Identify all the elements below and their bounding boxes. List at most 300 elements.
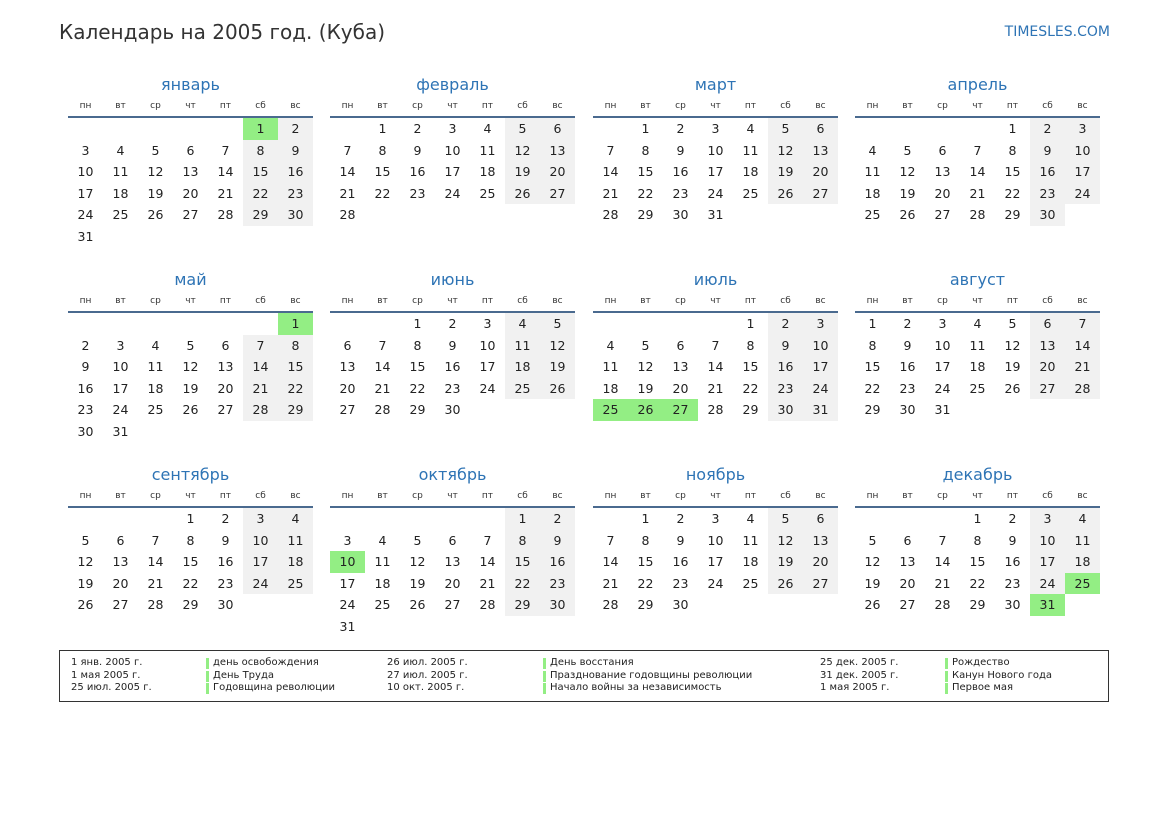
holiday-marker [206, 671, 209, 682]
weekday-label: вс [552, 491, 563, 501]
day-cell [470, 399, 505, 421]
legend-holiday-name: Канун Нового года [952, 669, 1053, 681]
day-cell: 11 [742, 532, 759, 548]
day-cell [278, 594, 313, 616]
month-name: январь [161, 75, 220, 94]
day-cell: 27 [663, 399, 698, 421]
day-cell: 8 [505, 530, 540, 552]
day-cell: 14 [934, 554, 951, 570]
week-row [330, 161, 575, 183]
day-cell: 7 [378, 337, 387, 353]
day-cell: 27 [899, 597, 916, 613]
day-cell: 6 [938, 142, 947, 158]
day-cell: 20 [444, 575, 461, 591]
day-cell: 16 [1030, 161, 1065, 183]
month-name: сентябрь [151, 465, 230, 484]
day-cell: 11 [374, 554, 391, 570]
day-cell: 19 [77, 575, 94, 591]
weekday-label: вт [902, 296, 913, 306]
day-cell: 2 [768, 313, 803, 335]
day-cell: 6 [186, 142, 195, 158]
month-block [68, 74, 313, 248]
day-cell [925, 508, 960, 530]
legend-holiday-name: день освобождения [213, 657, 319, 668]
day-cell: 6 [448, 532, 457, 548]
weekday-label: вс [1077, 101, 1088, 111]
day-cell: 9 [768, 335, 803, 357]
day-cell: 25 [374, 597, 391, 613]
week-row [593, 551, 838, 573]
weekday-label: пт [1006, 296, 1019, 306]
day-cell: 23 [444, 380, 461, 396]
weekday-label: ср [937, 296, 948, 306]
weekday-label: вс [1077, 491, 1088, 501]
weekday-label: ср [937, 101, 948, 111]
weekday-label: вс [552, 296, 563, 306]
holiday-marker [543, 683, 546, 694]
day-cell: 7 [1065, 313, 1100, 335]
day-cell: 21 [934, 575, 951, 591]
day-cell: 18 [602, 380, 619, 396]
day-cell: 2 [413, 121, 422, 136]
weekday-label: вс [290, 491, 301, 501]
week-row [855, 118, 1100, 140]
legend-date: 1 мая 2005 г. [820, 682, 890, 693]
weekday-label: ср [412, 101, 423, 111]
day-cell [138, 226, 173, 248]
day-cell: 20 [217, 380, 234, 396]
day-cell: 23 [77, 402, 94, 418]
day-cell: 15 [182, 554, 199, 570]
holiday-legend [59, 650, 1109, 702]
holiday-marker [543, 671, 546, 682]
day-cell: 18 [864, 185, 881, 201]
day-cell: 5 [186, 337, 195, 353]
day-cell: 14 [147, 554, 164, 570]
day-cell: 30 [540, 594, 575, 616]
day-cell: 5 [868, 532, 877, 548]
month-name: апрель [947, 75, 1008, 94]
weekday-label: вс [1077, 296, 1088, 306]
weekday-label: пт [219, 296, 232, 306]
day-cell [435, 616, 470, 638]
weekday-label: чт [972, 101, 983, 111]
day-cell: 1 [378, 121, 387, 136]
weekday-label: вс [815, 491, 826, 501]
day-cell: 5 [151, 142, 160, 158]
day-cell: 29 [409, 402, 426, 418]
week-row [68, 204, 313, 226]
week-row [593, 118, 838, 140]
week-row [593, 204, 838, 226]
day-cell: 9 [540, 530, 575, 552]
weekday-header [593, 291, 838, 311]
day-cell [1030, 399, 1065, 421]
day-cell [400, 616, 435, 638]
day-cell: 16 [540, 551, 575, 573]
day-cell [803, 594, 838, 616]
day-cell: 3 [711, 511, 720, 526]
day-cell [243, 421, 278, 443]
day-cell [960, 118, 995, 140]
month-block [330, 74, 575, 226]
day-cell: 10 [934, 337, 951, 353]
day-cell: 30 [1030, 204, 1065, 226]
day-cell: 24 [803, 378, 838, 400]
month-name: ноябрь [685, 465, 746, 484]
week-row [330, 616, 575, 638]
day-cell: 6 [1030, 313, 1065, 335]
day-cell [365, 616, 400, 638]
weekday-label: сб [780, 101, 791, 111]
weekday-label: пт [219, 101, 232, 111]
day-cell: 26 [182, 402, 199, 418]
week-row [593, 508, 838, 530]
day-cell: 8 [641, 142, 650, 158]
day-cell: 22 [864, 380, 881, 396]
day-cell: 28 [479, 597, 496, 613]
week-row [855, 313, 1100, 335]
week-row [855, 378, 1100, 400]
week-row [593, 313, 838, 335]
day-cell: 16 [444, 359, 461, 375]
day-cell: 21 [969, 185, 986, 201]
week-row [68, 530, 313, 552]
week-row [68, 161, 313, 183]
month-block [593, 74, 838, 226]
day-cell: 7 [938, 532, 947, 548]
weekday-label: вт [115, 296, 126, 306]
month-name: август [949, 270, 1006, 289]
day-cell: 20 [803, 161, 838, 183]
holiday-marker [543, 658, 546, 669]
day-cell: 17 [707, 164, 724, 180]
day-cell: 8 [973, 532, 982, 548]
day-cell: 15 [505, 551, 540, 573]
weekday-label: пн [866, 491, 879, 501]
day-cell: 5 [768, 118, 803, 140]
week-row [330, 140, 575, 162]
day-cell: 2 [540, 508, 575, 530]
weekday-label: чт [185, 491, 196, 501]
day-cell: 24 [1030, 573, 1065, 595]
day-cell: 10 [243, 530, 278, 552]
day-cell: 3 [483, 316, 492, 331]
day-cell [400, 508, 435, 530]
day-cell: 27 [803, 183, 838, 205]
day-cell: 17 [934, 359, 951, 375]
legend-holiday-name: День Труда [213, 669, 274, 681]
day-cell: 9 [676, 532, 685, 548]
day-cell: 9 [221, 532, 230, 548]
week-row [68, 356, 313, 378]
day-cell: 23 [278, 183, 313, 205]
day-cell: 12 [409, 554, 426, 570]
day-cell: 19 [637, 380, 654, 396]
weekday-label: сб [1042, 101, 1053, 111]
day-cell [243, 313, 278, 335]
week-row [855, 140, 1100, 162]
day-cell: 6 [803, 118, 838, 140]
day-cell: 3 [448, 121, 457, 136]
weekday-header [68, 486, 313, 506]
day-cell: 6 [540, 118, 575, 140]
day-cell [768, 594, 803, 616]
day-cell: 13 [444, 554, 461, 570]
day-cell: 27 [803, 573, 838, 595]
day-cell: 14 [1065, 335, 1100, 357]
weekday-label: чт [710, 491, 721, 501]
day-cell: 21 [602, 575, 619, 591]
day-cell: 13 [934, 164, 951, 180]
day-cell: 17 [77, 185, 94, 201]
month-block [593, 269, 838, 421]
day-cell: 19 [768, 551, 803, 573]
day-cell: 11 [112, 164, 129, 180]
page-title: Календарь на 2005 год. (Куба) [59, 20, 386, 44]
day-cell: 15 [637, 164, 654, 180]
weekday-label: вс [290, 101, 301, 111]
month-name: июнь [430, 270, 475, 289]
day-cell: 17 [1065, 161, 1100, 183]
day-cell: 30 [278, 204, 313, 226]
weekday-header [855, 291, 1100, 311]
day-cell: 11 [864, 164, 881, 180]
week-row [855, 335, 1100, 357]
week-row [330, 508, 575, 530]
day-cell: 7 [243, 335, 278, 357]
day-cell: 26 [768, 183, 803, 205]
day-cell: 30 [1004, 597, 1021, 613]
day-cell: 11 [479, 142, 496, 158]
weekday-header [855, 486, 1100, 506]
day-cell: 12 [864, 554, 881, 570]
day-cell: 26 [864, 597, 881, 613]
weekday-label: сб [1042, 491, 1053, 501]
day-cell: 15 [742, 359, 759, 375]
weekday-label: вт [377, 296, 388, 306]
day-cell: 24 [1065, 183, 1100, 205]
day-cell: 13 [1030, 335, 1065, 357]
weekday-label: сб [517, 491, 528, 501]
day-cell: 8 [868, 337, 877, 353]
day-cell [278, 226, 313, 248]
day-cell: 25 [742, 575, 759, 591]
month-block [68, 464, 313, 616]
day-cell [768, 204, 803, 226]
day-cell: 14 [374, 359, 391, 375]
day-cell: 3 [711, 121, 720, 136]
day-cell [173, 313, 208, 335]
weekday-label: сб [255, 101, 266, 111]
day-cell: 27 [444, 597, 461, 613]
day-cell: 28 [147, 597, 164, 613]
day-cell: 7 [606, 532, 615, 548]
weekday-header [330, 291, 575, 311]
day-cell: 5 [505, 118, 540, 140]
day-cell: 12 [1004, 337, 1021, 353]
day-cell: 31 [1030, 594, 1065, 616]
day-cell: 1 [243, 118, 278, 140]
day-cell: 25 [1065, 573, 1100, 595]
weekday-header [593, 486, 838, 506]
day-cell: 5 [768, 508, 803, 530]
day-cell: 14 [217, 164, 234, 180]
day-cell [68, 313, 103, 335]
day-cell: 13 [899, 554, 916, 570]
day-cell: 1 [1008, 121, 1017, 136]
day-cell: 5 [903, 142, 912, 158]
week-row [68, 594, 313, 616]
day-cell: 21 [374, 380, 391, 396]
day-cell: 28 [707, 402, 724, 418]
day-cell [698, 594, 733, 616]
week-row [68, 140, 313, 162]
day-cell: 28 [602, 207, 619, 223]
day-cell [435, 508, 470, 530]
day-cell: 8 [413, 337, 422, 353]
day-cell [435, 204, 470, 226]
day-cell: 24 [112, 402, 129, 418]
day-cell: 3 [116, 337, 125, 353]
day-cell: 23 [899, 380, 916, 396]
site-link[interactable]: TIMESLES.COM [1004, 24, 1110, 40]
week-row [855, 594, 1100, 616]
week-row [330, 204, 575, 226]
day-cell: 22 [742, 380, 759, 396]
legend-date: 1 янв. 2005 г. [71, 657, 143, 668]
legend-date: 25 дек. 2005 г. [820, 657, 899, 668]
day-cell: 31 [934, 402, 951, 418]
day-cell [995, 399, 1030, 421]
day-cell [540, 204, 575, 226]
legend-holiday-name: Годовщина революции [213, 682, 336, 693]
weekday-label: вт [902, 491, 913, 501]
weekday-label: ср [150, 101, 161, 111]
weekday-label: пн [341, 101, 354, 111]
day-cell [593, 313, 628, 335]
day-cell: 14 [707, 359, 724, 375]
day-cell: 5 [641, 337, 650, 353]
day-cell: 6 [803, 508, 838, 530]
day-cell: 13 [803, 530, 838, 552]
day-cell: 26 [1004, 380, 1021, 396]
month-block [855, 269, 1100, 421]
day-cell: 15 [374, 164, 391, 180]
week-row [330, 183, 575, 205]
day-cell: 13 [182, 164, 199, 180]
day-cell: 24 [707, 575, 724, 591]
day-cell: 13 [112, 554, 129, 570]
day-cell: 8 [1008, 142, 1017, 158]
day-cell: 21 [147, 575, 164, 591]
day-cell: 29 [742, 402, 759, 418]
week-row [68, 378, 313, 400]
day-cell: 22 [637, 185, 654, 201]
day-cell: 10 [77, 164, 94, 180]
weekday-label: пт [744, 491, 757, 501]
day-cell [925, 118, 960, 140]
week-row [855, 183, 1100, 205]
day-cell: 8 [278, 335, 313, 357]
day-cell: 19 [505, 161, 540, 183]
week-row [593, 140, 838, 162]
day-cell: 10 [707, 532, 724, 548]
weekday-label: пн [604, 296, 617, 306]
weekday-label: пт [481, 296, 494, 306]
day-cell: 28 [602, 597, 619, 613]
day-cell: 3 [243, 508, 278, 530]
day-cell [505, 616, 540, 638]
month-name: октябрь [418, 465, 487, 484]
weekday-label: вт [640, 491, 651, 501]
day-cell: 12 [768, 140, 803, 162]
day-cell: 1 [641, 511, 650, 526]
day-cell: 24 [479, 380, 496, 396]
weekday-label: сб [255, 296, 266, 306]
day-cell: 29 [969, 597, 986, 613]
day-cell: 25 [969, 380, 986, 396]
day-cell [138, 313, 173, 335]
weekday-label: ср [675, 101, 686, 111]
day-cell: 24 [339, 597, 356, 613]
week-row [855, 204, 1100, 226]
weekday-label: пт [219, 491, 232, 501]
day-cell [68, 508, 103, 530]
weekday-header [68, 96, 313, 116]
day-cell: 4 [278, 508, 313, 530]
day-cell: 7 [973, 142, 982, 158]
day-cell [628, 313, 663, 335]
day-cell: 25 [278, 573, 313, 595]
day-cell: 4 [868, 142, 877, 158]
day-cell: 5 [81, 532, 90, 548]
day-cell: 31 [707, 207, 724, 223]
day-cell: 20 [899, 575, 916, 591]
day-cell: 18 [112, 185, 129, 201]
day-cell [103, 508, 138, 530]
weekday-label: пт [1006, 101, 1019, 111]
weekday-label: пн [604, 101, 617, 111]
day-cell: 28 [374, 402, 391, 418]
weekday-label: пн [79, 101, 92, 111]
day-cell: 20 [934, 185, 951, 201]
day-cell: 17 [112, 380, 129, 396]
day-cell: 11 [969, 337, 986, 353]
weekday-label: пт [481, 101, 494, 111]
day-cell: 8 [746, 337, 755, 353]
legend-date: 10 окт. 2005 г. [387, 682, 465, 693]
weekday-label: вт [377, 491, 388, 501]
day-cell [960, 399, 995, 421]
day-cell: 1 [505, 508, 540, 530]
day-cell: 22 [374, 185, 391, 201]
weekday-label: пт [744, 101, 757, 111]
day-cell: 6 [116, 532, 125, 548]
day-cell: 15 [278, 356, 313, 378]
day-cell: 24 [444, 185, 461, 201]
weekday-label: ср [937, 491, 948, 501]
day-cell: 10 [803, 335, 838, 357]
weekday-label: вт [640, 101, 651, 111]
weekday-label: пн [341, 491, 354, 501]
weekday-label: ср [675, 296, 686, 306]
week-row [68, 573, 313, 595]
weekday-label: чт [447, 491, 458, 501]
day-cell: 20 [182, 185, 199, 201]
weekday-label: ср [675, 491, 686, 501]
day-cell: 25 [593, 399, 628, 421]
